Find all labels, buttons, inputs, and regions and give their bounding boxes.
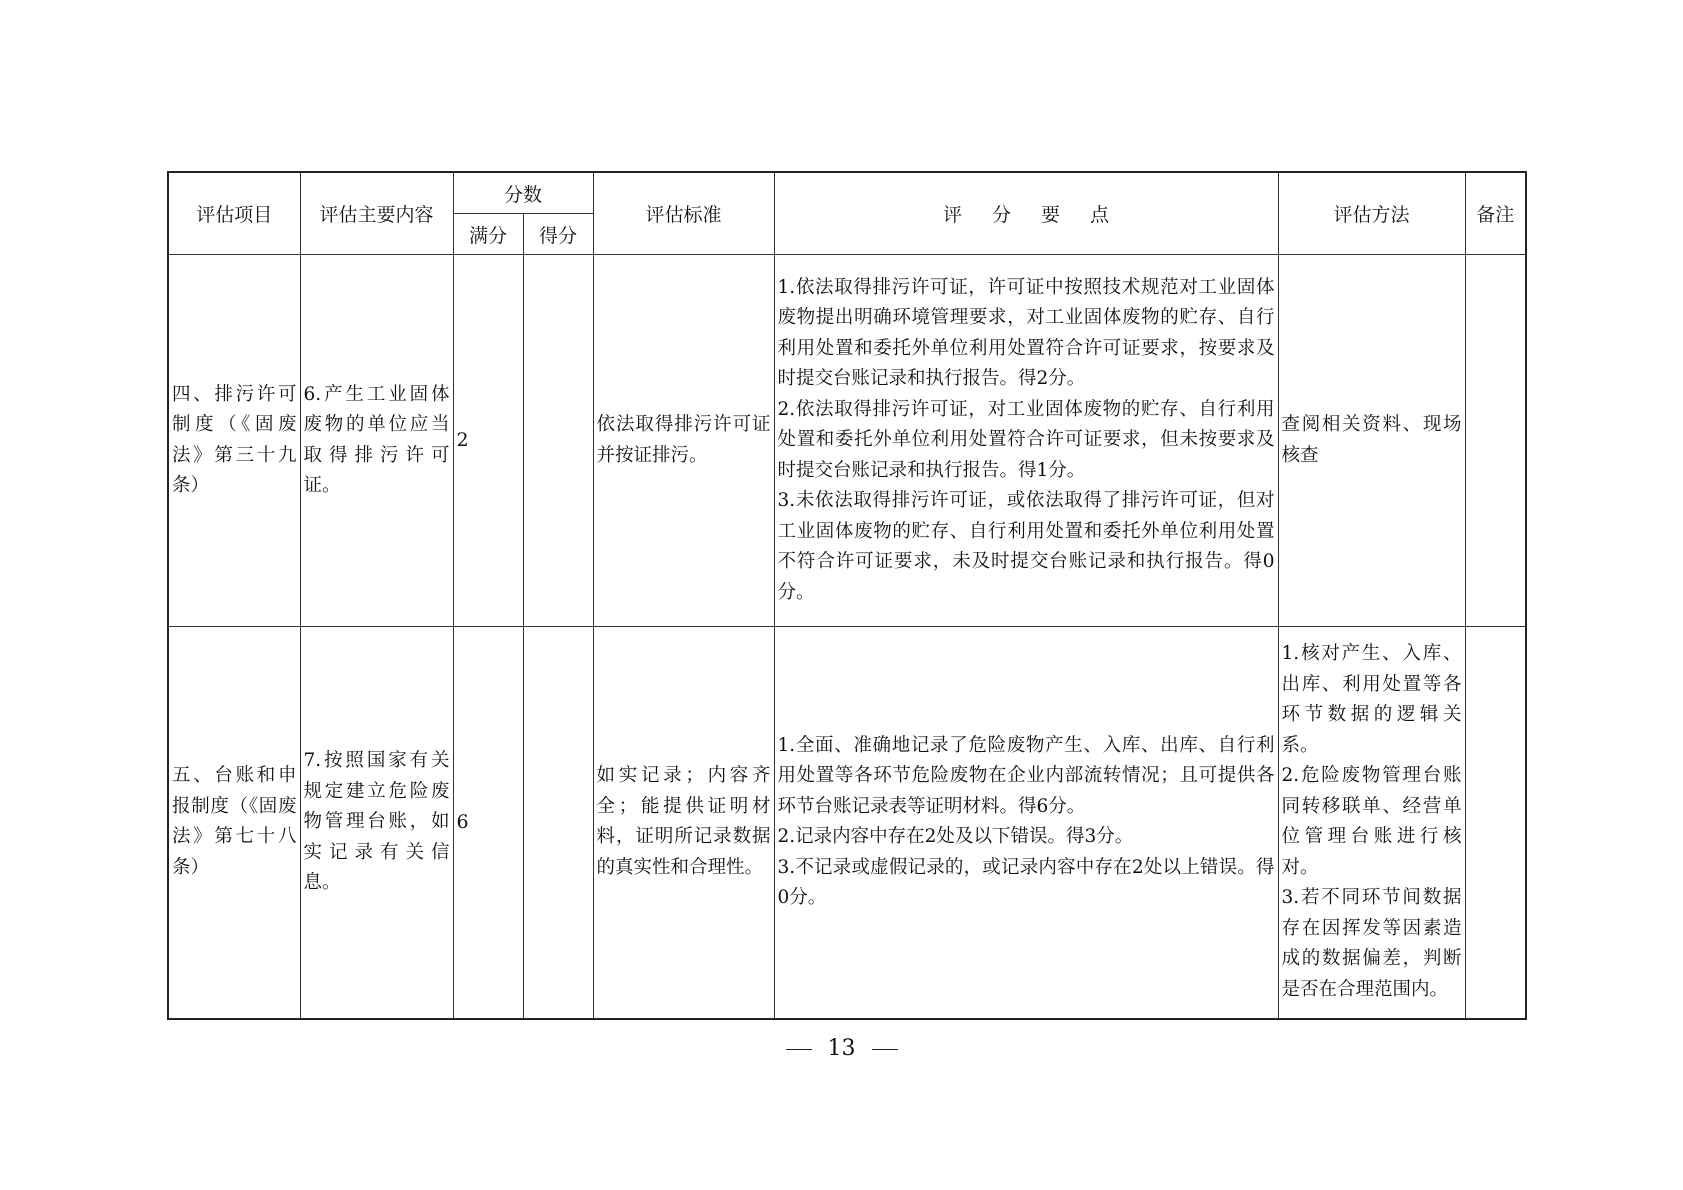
row-content: 7.按照国家有关规定建立危险废物管理台账，如实记录有关信息。 [300, 627, 453, 1019]
header-row-1 [168, 172, 1526, 214]
row-item: 五、台账和申报制度（《固废法》第七十八条） [168, 627, 300, 1019]
point-item: 1.依法取得排污许可证，许可证中按照技术规范对工业固体废物提出明确环境管理要求，对工业固体废物的贮存、自行利用处置和委托外单位利用处置符合许可证要求，按要求及时提交台账记录和执行报告。得2分。 [777, 276, 1275, 390]
point-item: 2.记录内容中存在2处及以下错误。得3分。 [777, 826, 1134, 848]
row-remark [1465, 255, 1526, 627]
row-got-score [523, 627, 593, 1019]
header-got-score: 得分 [523, 214, 593, 255]
table-row [168, 627, 1526, 1019]
table-row [168, 255, 1526, 627]
method-item: 查阅相关资料、现场核查 [1281, 414, 1462, 466]
header-content: 评估主要内容 [300, 172, 453, 255]
header-standard: 评估标准 [593, 172, 774, 255]
row-item: 四、排污许可制度（《固废法》第三十九条） [168, 255, 300, 627]
dash-right [872, 1049, 898, 1050]
point-item: 3.不记录或虚假记录的，或记录内容中存在2处以上错误。得0分。 [777, 856, 1275, 909]
row-full-score: 2 [453, 255, 523, 627]
header-method: 评估方法 [1278, 172, 1465, 255]
point-item: 2.依法取得排污许可证，对工业固体废物的贮存、自行利用处置和委托外单位利用处置符合许可证要求，但未按要求及时提交台账记录和执行报告。得1分。 [777, 398, 1275, 481]
evaluation-table [167, 171, 1527, 1020]
header-points: 评分要点 [774, 172, 1278, 255]
header-score: 分数 [453, 172, 593, 214]
row-content: 6.产生工业固体废物的单位应当取得排污许可证。 [300, 255, 453, 627]
method-item: 1.核对产生、入库、出库、利用处置等各环节数据的逻辑关系。 [1281, 643, 1462, 756]
row-method [1278, 255, 1465, 627]
row-points [774, 255, 1278, 627]
row-standard: 如实记录；内容齐全；能提供证明材料，证明所记录数据的真实性和合理性。 [593, 627, 774, 1019]
header-item: 评估项目 [168, 172, 300, 255]
row-remark [1465, 627, 1526, 1019]
page-number: 13 [827, 1036, 856, 1061]
point-item: 3.未依法取得排污许可证，或依法取得了排污许可证，但对工业固体废物的贮存、自行利用处置和委托外单位利用处置不符合许可证要求，未及时提交台账记录和执行报告。得0分。 [777, 490, 1275, 603]
method-item: 3.若不同环节间数据存在因挥发等因素造成的数据偏差，判断是否在合理范围内。 [1281, 887, 1462, 1000]
header-full-score: 满分 [453, 214, 523, 255]
dash-left [786, 1049, 812, 1050]
page-number-footer [0, 1036, 1683, 1061]
header-remark: 备注 [1465, 172, 1526, 255]
row-points [774, 627, 1278, 1019]
point-item: 1.全面、准确地记录了危险废物产生、入库、出库、自行利用处置等各环节危险废物在企业内部流转情况；且可提供各环节台账记录表等证明材料。得6分。 [777, 734, 1275, 817]
row-full-score: 6 [453, 627, 523, 1019]
row-got-score [523, 255, 593, 627]
row-standard: 依法取得排污许可证并按证排污。 [593, 255, 774, 627]
row-method [1278, 627, 1465, 1019]
method-item: 2.危险废物管理台账同转移联单、经营单位管理台账进行核对。 [1281, 765, 1462, 878]
